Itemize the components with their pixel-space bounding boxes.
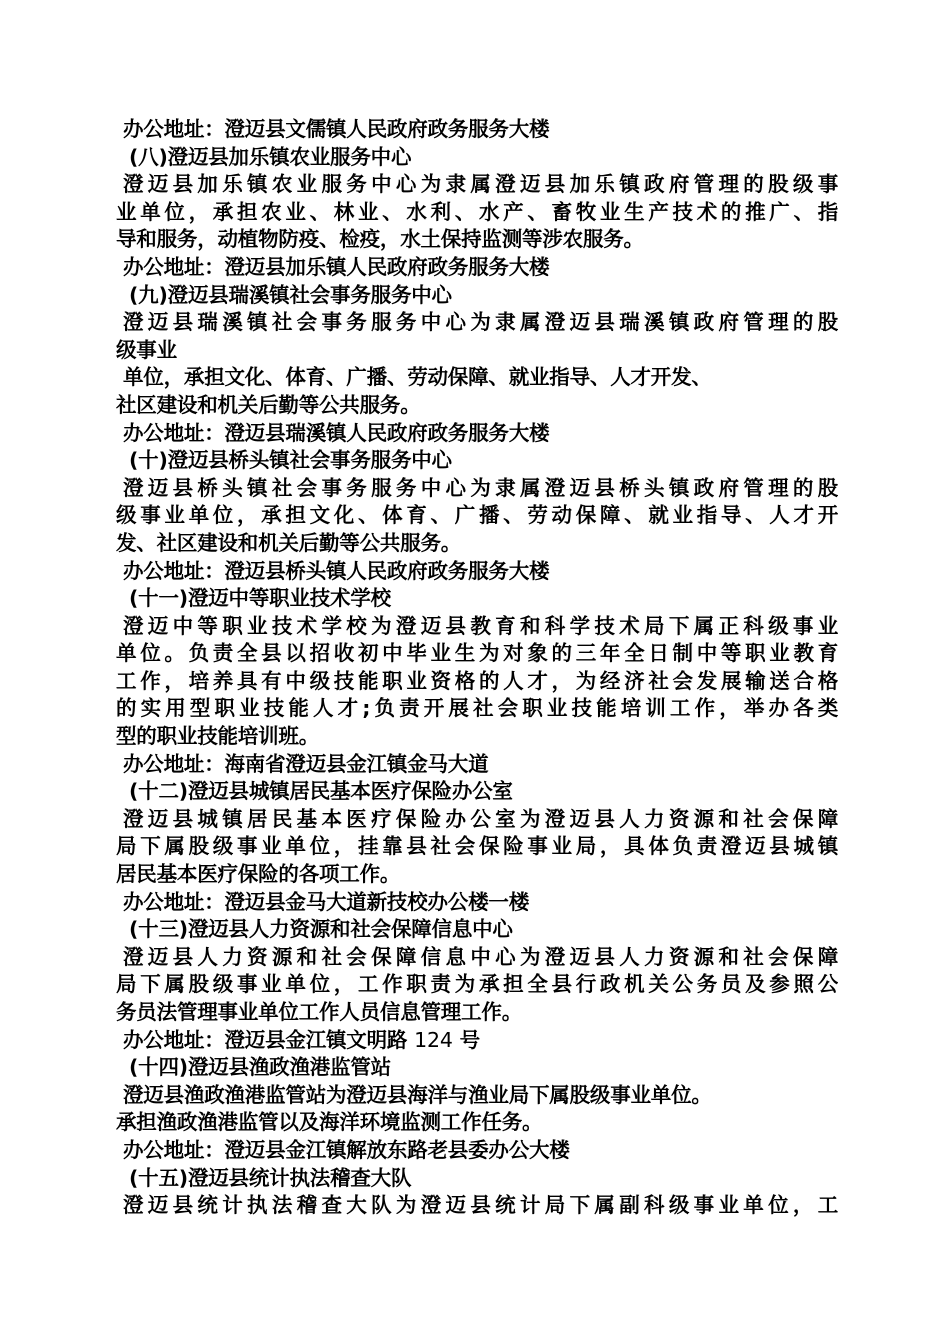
office-address-line: 办公地址：澄迈县加乐镇人民政府政务服务大楼 [123, 254, 550, 279]
paragraph-line: 级事业 [116, 337, 177, 362]
section-heading: (十四)澄迈县渔政渔港监管站 [129, 1055, 391, 1080]
street-number: 124 [414, 1027, 453, 1052]
section-heading: (十二)澄迈县城镇居民基本医疗保险办公室 [129, 779, 513, 804]
address-suffix: 号 [459, 1027, 480, 1052]
paragraph-line: 澄迈县渔政渔港监管站为澄迈县海洋与渔业局下属股级事业单位。 [123, 1082, 712, 1107]
paragraph-line: 澄迈县桥头镇社会事务服务中心为隶属澄迈县桥头镇政府管理的股 [123, 475, 838, 500]
paragraph-line: 澄迈县人力资源和社会保障信息中心为澄迈县人力资源和社会保障 [123, 944, 838, 969]
paragraph-line: 业单位，承担农业、林业、水利、水产、畜牧业生产技术的推广、指 [116, 199, 838, 224]
section-heading: (八)澄迈县加乐镇农业服务中心 [129, 144, 412, 169]
office-address-line: 办公地址：澄迈县文儒镇人民政府政务服务大楼 [123, 117, 550, 141]
section-heading: (十三)澄迈县人力资源和社会保障信息中心 [129, 917, 513, 942]
paragraph-line: 导和服务，动植物防疫、检疫，水土保持监测等涉农服务。 [116, 227, 644, 252]
paragraph-line: 工作，培养具有中级技能职业资格的人才，为经济社会发展输送合格 [116, 668, 838, 693]
document-body [116, 116, 838, 1220]
office-address-line [116, 1027, 838, 1055]
paragraph-line: 澄迈县瑞溪镇社会事务服务中心为隶属澄迈县瑞溪镇政府管理的股 [123, 310, 838, 335]
paragraph-line: 承担渔政渔港监管以及海洋环境监测工作任务。 [116, 1110, 543, 1135]
paragraph-line: 澄迈县城镇居民基本医疗保险办公室为澄迈县人力资源和社会保障 [123, 806, 838, 831]
office-address-line: 办公地址：澄迈县金马大道新技校办公楼一楼 [123, 889, 529, 914]
paragraph-line: 单位。负责全县以招收初中毕业生为对象的三年全日制中等职业教育 [116, 641, 838, 666]
paragraph-line: 社区建设和机关后勤等公共服务。 [116, 392, 421, 417]
section-heading: (九)澄迈县瑞溪镇社会事务服务中心 [129, 282, 452, 307]
paragraph-line: 居民基本医疗保险的各项工作。 [116, 862, 401, 887]
paragraph-line: 发、社区建设和机关后勤等公共服务。 [116, 530, 462, 555]
section-heading: (十五)澄迈县统计执法稽查大队 [129, 1165, 412, 1190]
paragraph-line: 型的职业技能培训班。 [116, 724, 319, 749]
paragraph-line: 澄迈县统计执法稽查大队为澄迈县统计局下属副科级事业单位，工 [123, 1193, 838, 1218]
office-address-line: 办公地址：澄迈县金江镇解放东路老县委办公大楼 [123, 1137, 570, 1162]
paragraph-line: 澄迈中等职业技术学校为澄迈县教育和科学技术局下属正科级事业 [123, 613, 838, 638]
paragraph-line: 局下属股级事业单位，工作职责为承担全县行政机关公务员及参照公 [116, 972, 838, 997]
section-heading: (十一)澄迈中等职业技术学校 [129, 586, 391, 611]
address-text: 办公地址：澄迈县金江镇文明路 [123, 1027, 408, 1052]
paragraph-line: 级事业单位，承担文化、体育、广播、劳动保障、就业指导、人才开 [116, 503, 838, 528]
office-address-line: 办公地址：澄迈县桥头镇人民政府政务服务大楼 [123, 558, 550, 583]
paragraph-line: 的实用型职业技能人才;负责开展社会职业技能培训工作，举办各类 [116, 696, 838, 721]
paragraph-line: 澄迈县加乐镇农业服务中心为隶属澄迈县加乐镇政府管理的股级事 [123, 172, 838, 197]
office-address-line: 办公地址：海南省澄迈县金江镇金马大道 [123, 751, 489, 776]
paragraph-line: 局下属股级事业单位，挂靠县社会保险事业局，具体负责澄迈县城镇 [116, 834, 838, 859]
paragraph-line: 单位，承担文化、体育、广播、劳动保障、就业指导、人才开发、 [123, 365, 712, 390]
paragraph-line: 务员法管理事业单位工作人员信息管理工作。 [116, 1000, 522, 1024]
section-heading: (十)澄迈县桥头镇社会事务服务中心 [129, 448, 452, 473]
office-address-line: 办公地址：澄迈县瑞溪镇人民政府政务服务大楼 [123, 420, 550, 445]
